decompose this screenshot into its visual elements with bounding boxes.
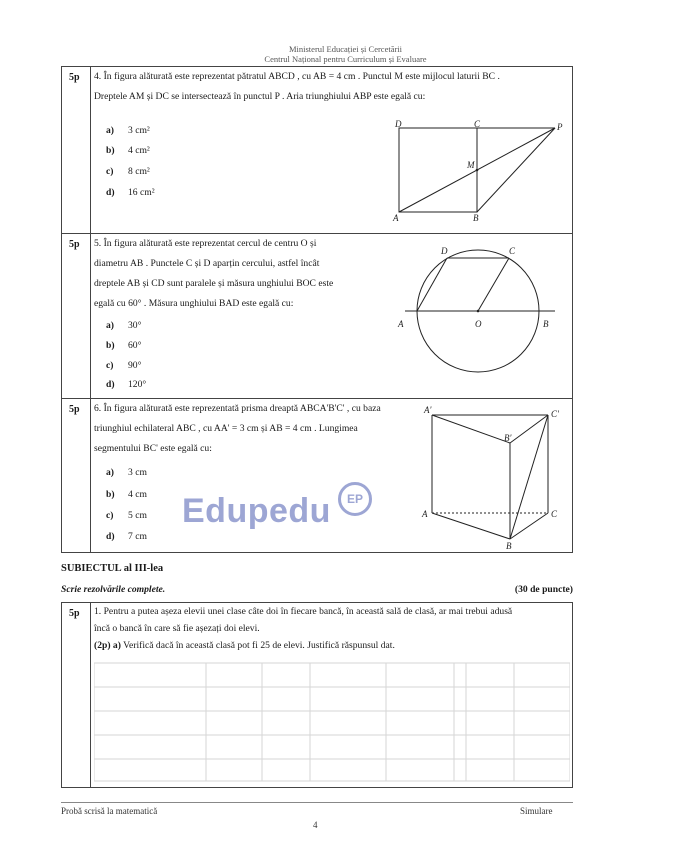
q5-label-d: D <box>441 246 448 256</box>
s3q1-points: 5p <box>69 608 80 619</box>
q4-label-d: D <box>395 119 402 129</box>
q4-label-c: C <box>474 119 481 129</box>
q6-label-a: A <box>422 509 428 519</box>
header-ministry: Ministerul Educației și Cercetării <box>288 44 403 54</box>
q6-text-line3: segmentului BC' este egală cu: <box>94 443 212 454</box>
q4-text-line2: Dreptele AM și DC se intersectează în punctul P . Aria triunghiului ABP este egală cu: <box>94 91 426 102</box>
q6-label-b1: B' <box>504 433 512 443</box>
q6-label-c1: C' <box>551 409 559 419</box>
q4-label-a: A <box>393 213 399 223</box>
q4-option-d: d) 16 cm² <box>106 187 155 198</box>
footer-right: Simulare <box>520 806 553 816</box>
q5-option-b: b) 60° <box>106 340 142 351</box>
q5-text-line1: 5. În figura alăturată este reprezentat cercul de centru O și <box>94 238 317 249</box>
q6-option-b: b) 4 cm <box>106 489 147 500</box>
q5-text-line4: egală cu 60° . Măsura unghiului BAD este egală cu: <box>94 298 294 309</box>
page-number: 4 <box>313 820 318 830</box>
q6-points: 5p <box>69 404 80 415</box>
s3q1-text-line2: încă o bancă în care să fie așezați doi elevi. <box>94 623 260 634</box>
edupedu-ep-badge-icon: EP <box>338 482 372 516</box>
q4-text-line1: 4. În figura alăturată este reprezentat pătratul ABCD , cu AB = 4 cm . Punctul M este mijlocul laturii BC . <box>94 71 500 82</box>
footer-left: Probă scrisă la matematică <box>61 806 158 816</box>
q6-text-line1: 6. În figura alăturată este reprezentată prisma dreaptă ABCA'B'C' , cu baza <box>94 403 381 414</box>
edupedu-logo: Edupedu <box>182 492 331 530</box>
q4-label-b: B <box>473 213 479 223</box>
q4-points: 5p <box>69 72 80 83</box>
q4-option-b: b) 4 cm² <box>106 145 150 156</box>
s3q1-text-line1: 1. Pentru a putea așeza elevii unei clase câte doi în fiecare bancă, în această sală de clasă, ar mai trebui adusă <box>94 606 513 617</box>
header-center: Centrul Național pentru Curriculum și Evaluare <box>264 54 427 64</box>
section3-instruction: Scrie rezolvările complete. <box>61 584 166 595</box>
q4-option-c: c) 8 cm² <box>106 166 150 177</box>
q6-text-line2: triunghiul echilateral ABC , cu AA' = 3 cm și AB = 4 cm . Lungimea <box>94 423 358 434</box>
q5-option-c: c) 90° <box>106 360 142 371</box>
q4-label-p: P <box>557 122 563 132</box>
q4-figure <box>385 118 575 228</box>
q5-option-a: a) 30° <box>106 320 142 331</box>
q5-figure <box>395 243 565 378</box>
q6-label-b: B <box>506 541 512 551</box>
q4-label-m: M <box>467 160 475 170</box>
q5-label-b: B <box>543 319 549 329</box>
q6-option-c: c) 5 cm <box>106 510 147 521</box>
q5-option-d: d) 120° <box>106 379 147 390</box>
q6-label-a1: A' <box>424 405 432 415</box>
q5-label-c: C <box>509 246 516 256</box>
q5-label-a: A <box>398 319 404 329</box>
q4-option-a: a) 3 cm² <box>106 125 150 136</box>
q5-points: 5p <box>69 239 80 250</box>
q5-text-line2: diametru AB . Punctele C și D aparțin cercului, astfel încât <box>94 258 320 269</box>
q6-label-c: C <box>551 509 558 519</box>
q6-option-a: a) 3 cm <box>106 467 147 478</box>
s3-question-box <box>61 602 573 788</box>
section3-points: (30 de puncte) <box>514 584 573 595</box>
q5-label-o: O <box>475 319 482 329</box>
q5-text-line3: dreptele AB și CD sunt paralele și măsura unghiului BOC este <box>94 278 334 289</box>
section3-title: SUBIECTUL al III-lea <box>61 563 164 574</box>
s3q1-part-a: (2p) a) Verifică dacă în această clasă pot fi 25 de elevi. Justifică răspunsul dat. <box>94 640 395 651</box>
answer-area <box>94 661 570 783</box>
q6-figure <box>420 403 570 553</box>
q6-option-d: d) 7 cm <box>106 531 147 542</box>
